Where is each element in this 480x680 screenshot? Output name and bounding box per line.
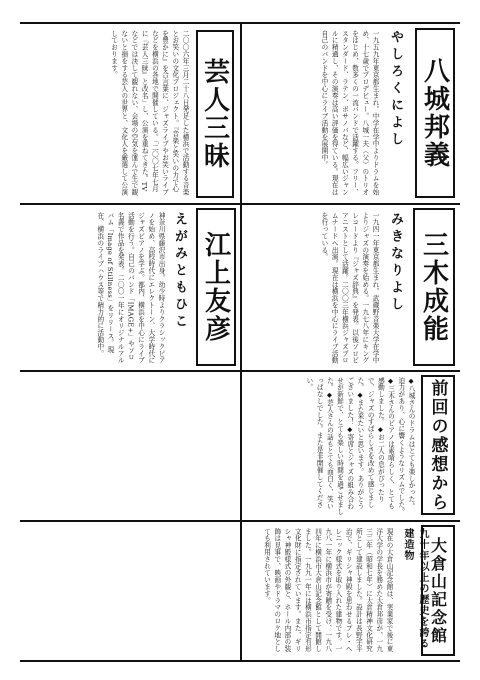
feedback-title: 前回の感想から (427, 378, 448, 512)
artist-reading-miki: みきなりよし (388, 212, 403, 314)
venue-subtitle: 九十年以上の歴史を誇る建造物 (402, 528, 428, 649)
venue-body: 現在の大倉山記念館は、実業家で後に東洋大学の学長を務めた大倉邦彦が、一九三二年（昭和七年）に大倉精神文化研究所として建設しました。設計は長野宇平治で、ギリシャ神殿を思わせるプレ・ヘレニック様式を取り入れた建物です。一九八一年に横浜市が寄贈を受け、一九八四年に横浜市大倉山記念館として開館しました。一九九一年には横浜市指定有形文化財に指定されています。また、ギリシャ神殿様式の外観と、ホール内部の装飾は見事で、映画やドラマのロケ地としても利用されています。 (262, 528, 393, 653)
group-name-geinin: 芸人三昧 (199, 58, 230, 170)
artist-bio-miki: 一九四一年東京都生まれ。武蔵野音楽大学在学中よりジャズの演奏を始める。一九七八年にキングレコードより『ジャズ辞典』を発表。以後ソロピアニストとして活躍。二〇〇三年横浜ジャズプロムナードへ出演。現在は横浜を中心にライブ活動を行っている。 (319, 212, 379, 364)
artist-reading-yashiro: やしろくによし (388, 30, 403, 149)
venue-title: 大倉山記念館 (428, 536, 448, 645)
artist-name-miki: 三木成能 (418, 231, 449, 343)
group-title-box (196, 30, 234, 198)
artist-bio-yashiro: 一九五九年東京都生まれ。中学在学中よりドラムを始め、十七歳でプロデビュー。八城一夫（父）のトリオをはじめ、数多くの一流バンドで活躍する。フリー、スタンダード、ラテン、ボサノバなど、幅広いジャンルに精通し、その演奏は高い評価を得ている。現在は自己のバンドを中心にライブ活動を展開中。 (319, 30, 379, 196)
artist-title-box (196, 208, 236, 366)
section-title-box (421, 375, 455, 515)
artist-title-box (415, 28, 455, 198)
artist-title-box (413, 208, 455, 366)
artist-bio-egami: 神奈川県藤沢市出身。幼少時よりクラシックピアノを始め、高校時代にエレクトーン、大学時代にジャズピアノを学ぶ。都内、横浜を中心にライブ活動を行う。自己のバンド「IMAGE+」やソロ名義で作品を発表。二〇〇一年にオリジナルアルバム「Image of Stillness」をリリース。現在、横浜のライブハウス等で精力的に活動中。 (95, 212, 165, 364)
artist-name-yashiro: 八城邦義 (419, 57, 450, 169)
feedback-body: ◆八城さんのドラムはとても楽しかった。迫力があり、心に響くようなリズムでした。◆三木さんのピアノは素晴らしく、とても感動しました。◆お二人の息がぴったりで、ジャズのすばらしさを改めて感じました。◆また来たいと思います。ありがとうございました！◆寄席とジャズの組み合わせが新鮮で、とても楽しい時間を過ごせました。◆芸人さんの話もとても面白く、笑いっぱなしでした。また是非開催してください。 (304, 377, 415, 515)
group-bio-geinin: 二〇〇六年三月二十八日発足した横浜で活動する音楽とお笑いの文化プロジェクト。『音楽と笑いの力で心を豊かに』を合言葉に、ジャズライブやお笑いライブなどを横浜の各地で開催している。「二〇〇七年七月に『芸人三昧』と改名」し、公演を重ねてきた。TVなどでは決して観れない、会場の空気を運んで生で観ないと損をする芸人の世界と、文化人を厳選して公演しております。 (109, 30, 189, 196)
artist-name-egami: 江上友彦 (200, 231, 231, 343)
artist-reading-egami: えがみともひこ (172, 212, 187, 331)
